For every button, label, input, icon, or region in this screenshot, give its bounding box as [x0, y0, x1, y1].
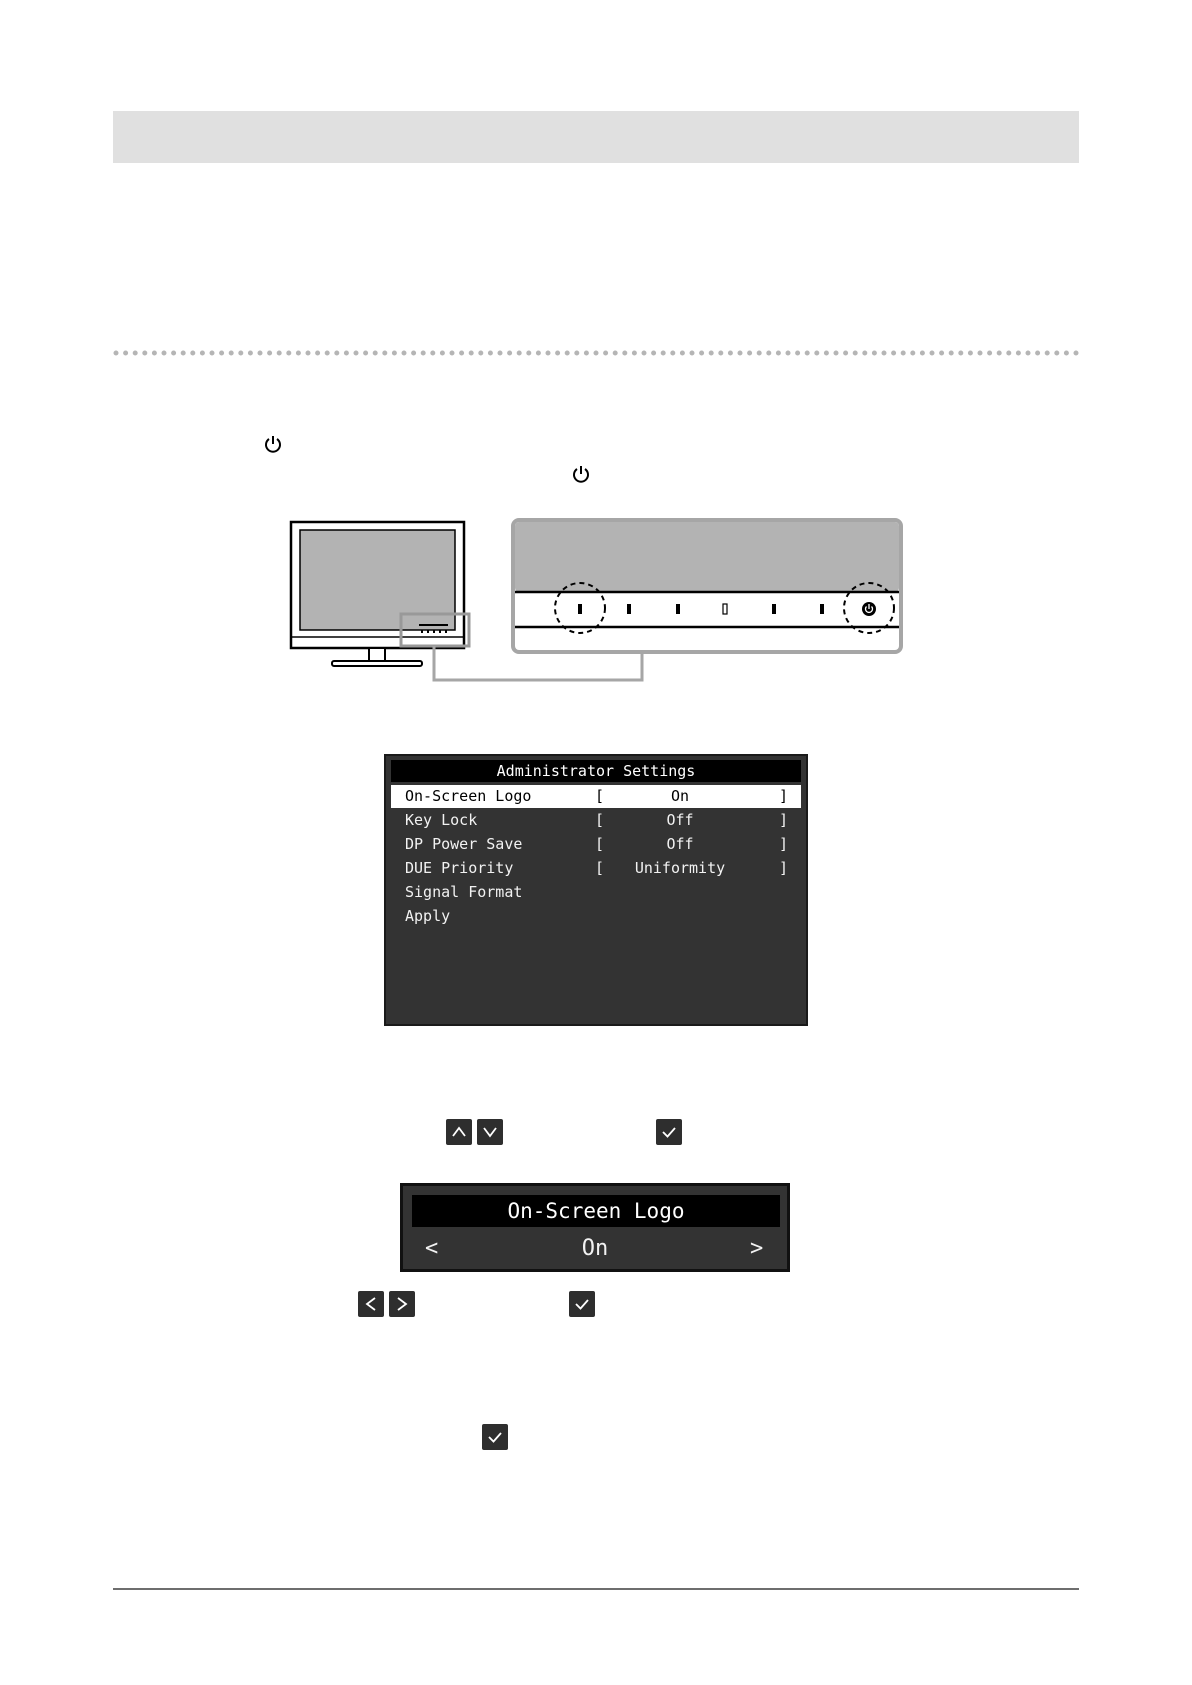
left-arrow-key-icon — [358, 1291, 384, 1317]
menu-item-label: Apply — [405, 907, 451, 925]
check-key-icon — [569, 1291, 595, 1317]
menu-item-value: Uniformity — [634, 859, 726, 877]
up-arrow-key-icon — [446, 1119, 472, 1145]
down-arrow-key-icon — [477, 1119, 503, 1145]
menu-item-value: Off — [666, 811, 694, 829]
check-key-icon — [656, 1119, 682, 1145]
menu-item-label: Signal Format — [405, 883, 523, 901]
bracket-close: ] — [779, 787, 789, 805]
osd-menu-title: Administrator Settings — [391, 760, 801, 782]
on-screen-logo-dialog — [400, 1183, 790, 1272]
bracket-open: [ — [595, 859, 605, 877]
bracket-close: ] — [779, 859, 789, 877]
menu-item-label: DP Power Save — [405, 835, 523, 853]
bracket-close: ] — [779, 835, 789, 853]
menu-item-key-lock[interactable] — [391, 809, 801, 832]
administrator-settings-menu — [384, 754, 808, 1026]
dotted-separator — [113, 349, 1079, 357]
left-arrow-icon[interactable]: < — [425, 1236, 439, 1261]
menu-item-dp-power-save[interactable] — [391, 833, 801, 856]
bracket-close: ] — [779, 811, 789, 829]
dialog-value: On — [581, 1236, 609, 1261]
power-icon — [263, 434, 283, 454]
menu-item-apply[interactable] — [391, 905, 801, 928]
menu-item-value: Off — [666, 835, 694, 853]
right-arrow-icon[interactable]: > — [750, 1236, 764, 1261]
right-arrow-key-icon — [389, 1291, 415, 1317]
menu-item-signal-format[interactable] — [391, 881, 801, 904]
power-icon — [571, 464, 591, 484]
header-band — [113, 111, 1079, 163]
menu-item-label: On-Screen Logo — [405, 787, 532, 805]
menu-item-on-screen-logo[interactable] — [391, 785, 801, 808]
dialog-title: On-Screen Logo — [412, 1195, 780, 1227]
bracket-open: [ — [595, 787, 605, 805]
menu-item-label: Key Lock — [405, 811, 478, 829]
check-key-icon — [482, 1424, 508, 1450]
menu-item-value: On — [670, 787, 690, 805]
bracket-open: [ — [595, 811, 605, 829]
menu-item-label: DUE Priority — [405, 859, 514, 877]
monitor-drawing — [291, 522, 469, 666]
footer-rule — [113, 1588, 1079, 1590]
menu-item-due-priority[interactable] — [391, 857, 801, 880]
front-panel-closeup — [513, 520, 901, 652]
bracket-open: [ — [595, 835, 605, 853]
monitor-illustration — [286, 515, 906, 685]
